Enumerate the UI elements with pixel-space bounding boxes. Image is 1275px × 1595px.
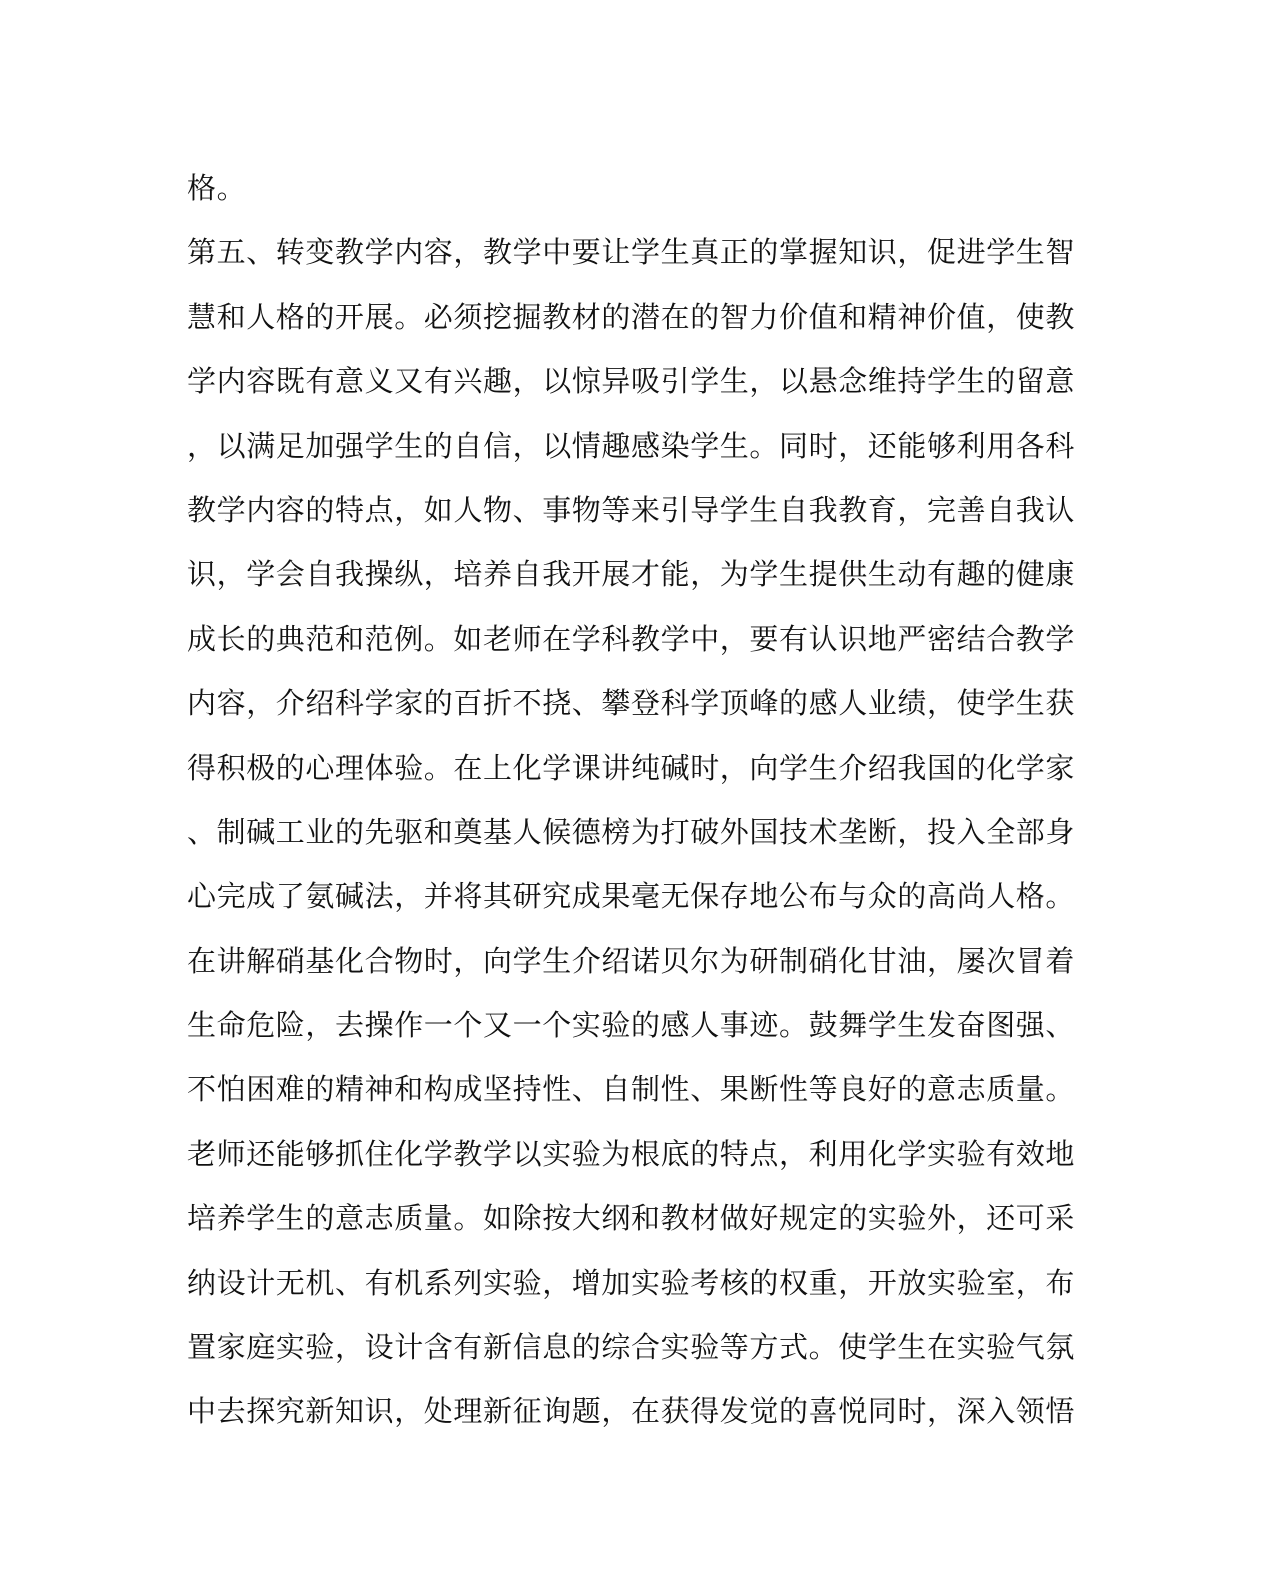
text-line: 心完成了氨碱法，并将其研究成果毫无保存地公布与众的高尚人格。 [187,879,1076,914]
text-line: 在讲解硝基化合物时，向学生介绍诺贝尔为研制硝化甘油，屡次冒着 [187,943,1076,978]
text-line: 培养学生的意志质量。如除按大纲和教材做好规定的实验外，还可采 [187,1201,1076,1236]
text-line: 、制碱工业的先驱和奠基人候德榜为打破外国技术垄断，投入全部身 [187,814,1076,849]
text-line: 置家庭实验，设计含有新信息的综合实验等方式。使学生在实验气氛 [187,1330,1076,1365]
text-line: 格。 [187,171,247,205]
text-line: 中去探究新知识，处理新征询题，在获得发觉的喜悦同时，深入领悟 [187,1394,1076,1429]
text-line: 生命危险，去操作一个又一个实验的感人事迹。鼓舞学生发奋图强、 [187,1008,1076,1043]
text-line: 得积极的心理体验。在上化学课讲纯碱时，向学生介绍我国的化学家 [187,750,1076,785]
text-line: 成长的典范和范例。如老师在学科教学中，要有认识地严密结合教学 [187,621,1076,656]
text-line: 内容，介绍科学家的百折不挠、攀登科学顶峰的感人业绩，使学生获 [187,686,1076,721]
text-line: 慧和人格的开展。必须挖掘教材的潜在的智力价值和精神价值，使教 [187,299,1076,334]
body-text [187,156,1076,1444]
text-line: 教学内容的特点，如人物、事物等来引导学生自我教育，完善自我认 [187,492,1076,527]
text-line: 老师还能够抓住化学教学以实验为根底的特点，利用化学实验有效地 [187,1136,1076,1171]
text-line: 第五、转变教学内容，教学中要让学生真正的掌握知识，促进学生智 [187,235,1076,270]
text-line: 纳设计无机、有机系列实验，增加实验考核的权重，开放实验室，布 [187,1265,1076,1300]
text-line: ，以满足加强学生的自信，以情趣感染学生。同时，还能够利用各科 [187,428,1076,463]
text-line: 学内容既有意义又有兴趣，以惊异吸引学生，以悬念维持学生的留意 [187,364,1076,399]
text-line: 识，学会自我操纵，培养自我开展才能，为学生提供生动有趣的健康 [187,557,1076,592]
text-line: 不怕困难的精神和构成坚持性、自制性、果断性等良好的意志质量。 [187,1072,1076,1107]
